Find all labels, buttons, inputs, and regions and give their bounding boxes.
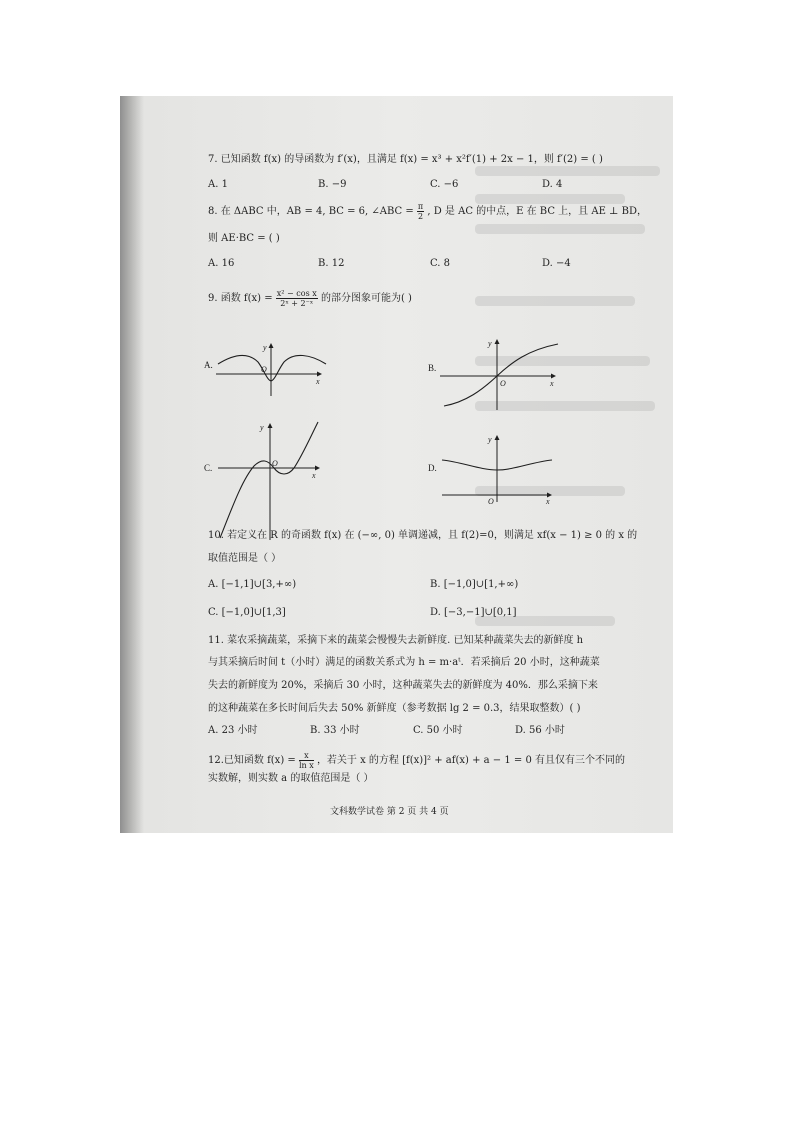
q9-graph-d bbox=[426, 430, 566, 504]
q10-option-d: D. [−3,−1]∪[0,1] bbox=[430, 607, 517, 618]
q9-fraction-denominator: 2ˣ + 2⁻ˣ bbox=[280, 299, 314, 308]
q12-stem bbox=[208, 751, 625, 770]
graph-b-y-label: y bbox=[488, 339, 492, 348]
page-footer: 文科数学试卷 第 2 页 共 4 页 bbox=[330, 807, 449, 817]
q9-stem-prefix: 9. 函数 f(x) = bbox=[208, 293, 273, 304]
q12-stem-prefix: 12.已知函数 f(x) = bbox=[208, 755, 296, 766]
graph-c-origin: O bbox=[272, 459, 278, 468]
q8-option-c: C. 8 bbox=[430, 258, 451, 269]
q9-fraction-numerator: x² − cos x bbox=[276, 289, 317, 298]
q12-fraction-numerator: x bbox=[299, 751, 314, 761]
q9-graph-a bbox=[202, 340, 332, 400]
graph-c-x-arrow bbox=[315, 466, 320, 471]
q11-line1: 11. 菜农采摘蔬菜，采摘下来的蔬菜会慢慢失去新鲜度. 已知某种蔬菜失去的新鲜度 h bbox=[208, 635, 584, 646]
q7-stem: 7. 已知函数 f(x) 的导函数为 f′(x)，且满足 f(x) = x³ + x²f′(1) + 2x − 1，则 f′(2) = ( ) bbox=[208, 154, 603, 165]
graph-d-origin: O bbox=[488, 497, 494, 504]
graph-a-origin: O bbox=[261, 365, 267, 374]
q11-option-b: B. 33 小时 bbox=[310, 725, 360, 736]
q11-option-c: C. 50 小时 bbox=[413, 725, 463, 736]
q12-stem-suffix: ，若关于 x 的方程 [f(x)]² + af(x) + a − 1 = 0 有且仅有三个不同的 bbox=[316, 755, 625, 766]
q8-stem-line1 bbox=[208, 202, 647, 221]
graph-b-x-arrow bbox=[551, 374, 556, 379]
graph-a-curve bbox=[218, 355, 326, 381]
graph-b-origin: O bbox=[500, 379, 506, 388]
graph-b-x-label: x bbox=[550, 379, 554, 388]
q9-graph-c bbox=[202, 418, 332, 542]
graph-c-curve bbox=[220, 422, 318, 538]
q8-option-d: D. −4 bbox=[542, 258, 571, 269]
graph-a-y-arrow bbox=[269, 343, 274, 348]
graph-b-label: B. bbox=[428, 363, 437, 373]
graph-b-curve bbox=[444, 344, 558, 406]
q8-option-a: A. 16 bbox=[208, 258, 235, 269]
graph-a-x-arrow bbox=[317, 372, 322, 377]
q12-line2: 实数解，则实数 a 的取值范围是（ ） bbox=[208, 773, 374, 784]
q10-line1: 10. 若定义在 R 的奇函数 f(x) 在 (−∞, 0) 单调递减，且 f(2)=0，则满足 xf(x − 1) ≥ 0 的 x 的 bbox=[208, 530, 638, 541]
graph-a-y-label: y bbox=[263, 343, 267, 352]
graph-c-y-arrow bbox=[268, 423, 273, 428]
q8-angle-numerator: π bbox=[417, 202, 424, 211]
q8-stem-text: 8. 在 ΔABC 中，AB = 4, BC = 6, ∠ABC = bbox=[208, 206, 414, 217]
graph-c-y-label: y bbox=[260, 423, 264, 432]
q10-line2: 取值范围是（ ） bbox=[208, 553, 282, 564]
graph-b-y-arrow bbox=[495, 339, 500, 344]
q9-graph-b bbox=[426, 336, 566, 412]
q11-line4: 的这种蔬菜在多长时间后失去 50% 新鲜度（参考数据 lg 2 = 0.3，结果取整数）( ) bbox=[208, 703, 581, 714]
q9-stem-suffix: 的部分图象可能为( ) bbox=[320, 293, 412, 304]
exam-page-photo bbox=[120, 96, 673, 833]
q9-fraction bbox=[276, 289, 318, 308]
q12-fraction bbox=[299, 751, 314, 770]
q7-option-a: A. 1 bbox=[208, 179, 228, 190]
graph-d-y-label: y bbox=[488, 435, 492, 444]
q8-option-b: B. 12 bbox=[318, 258, 345, 269]
q10-option-b: B. [−1,0]∪[1,+∞) bbox=[430, 579, 519, 590]
graph-c-label: C. bbox=[204, 463, 213, 473]
q11-line2: 与其采摘后时间 t（小时）满足的函数关系式为 h = m·aᵗ．若采摘后 20 小时，这种蔬菜 bbox=[208, 657, 600, 668]
graph-d-label: D. bbox=[428, 463, 437, 473]
q7-option-c: C. −6 bbox=[430, 179, 459, 190]
q8-stem-line2: 则 AE·BC = ( ) bbox=[208, 233, 280, 244]
graph-d-y-arrow bbox=[495, 435, 500, 440]
q11-option-d: D. 56 小时 bbox=[515, 725, 565, 736]
q8-angle-denominator: 2 bbox=[417, 212, 424, 221]
graph-d-x-label: x bbox=[546, 497, 550, 504]
q10-option-a: A. [−1,1]∪[3,+∞) bbox=[208, 579, 297, 590]
q7-option-b: B. −9 bbox=[318, 179, 347, 190]
q11-option-a: A. 23 小时 bbox=[208, 725, 258, 736]
q10-option-c: C. [−1,0]∪[1,3] bbox=[208, 607, 286, 618]
q12-fraction-denominator: ln x bbox=[298, 761, 314, 770]
graph-a-x-label: x bbox=[316, 377, 320, 386]
q7-option-d: D. 4 bbox=[542, 179, 563, 190]
graph-a-label: A. bbox=[204, 360, 213, 370]
q8-angle-fraction bbox=[417, 202, 424, 221]
graph-c-x-label: x bbox=[312, 471, 316, 480]
q9-stem bbox=[208, 289, 412, 308]
q11-line3: 失去的新鲜度为 20%，采摘后 30 小时，这种蔬菜失去的新鲜度为 40%．那么采摘下来 bbox=[208, 680, 598, 691]
q8-stem-tail: , D 是 AC 的中点，E 在 BC 上，且 AE ⊥ BD， bbox=[427, 206, 647, 217]
